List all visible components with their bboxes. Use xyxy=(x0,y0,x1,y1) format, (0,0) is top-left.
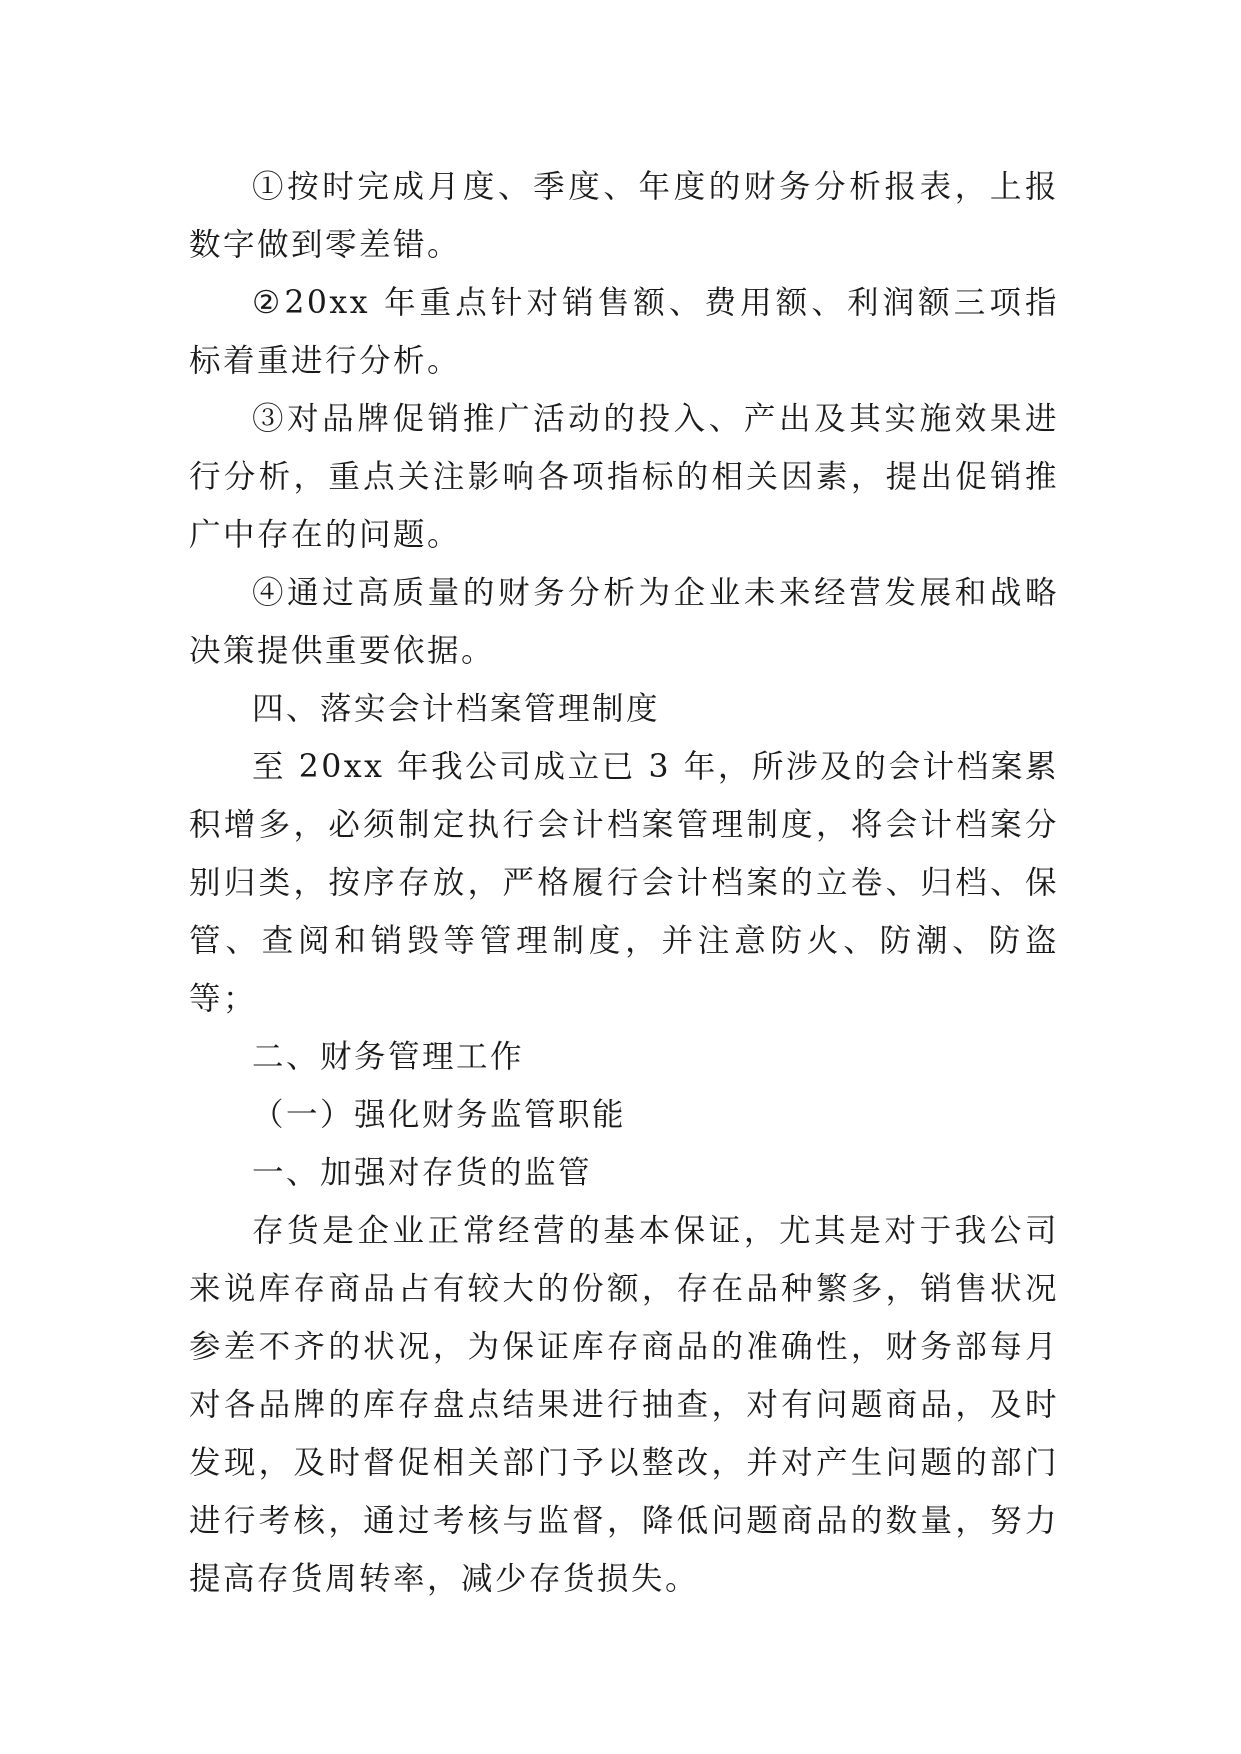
document-body xyxy=(189,158,1059,1608)
list-item-2: ②20xx 年重点针对销售额、费用额、利润额三项指标着重进行分析。 xyxy=(189,285,1059,379)
body-paragraph-archives: 至 20xx 年我公司成立已 3 年，所涉及的会计档案累积增多，必须制定执行会计档案管理制度，将会计档案分别归类，按序存放，严格履行会计档案的立卷、归档、保管、查阅和销毁等管理制度，并注意防火、防潮、防盗等； xyxy=(189,749,1059,1017)
section-heading-archives: 四、落实会计档案管理制度 xyxy=(252,691,661,727)
section-heading-financial-management: 二、财务管理工作 xyxy=(252,1039,525,1075)
list-item-3: ③对品牌促销推广活动的投入、产出及其实施效果进行分析，重点关注影响各项指标的相关因素，提出促销推广中存在的问题。 xyxy=(189,401,1059,553)
body-paragraph-inventory: 存货是企业正常经营的基本保证，尤其是对于我公司来说库存商品占有较大的份额，存在品种繁多，销售状况参差不齐的状况，为保证库存商品的准确性，财务部每月对各品牌的库存盘点结果进行抽查，对有问题商品，及时发现，及时督促相关部门予以整改，并对产生问题的部门进行考核，通过考核与监督，降低问题商品的数量，努力提高存货周转率，减少存货损失。 xyxy=(189,1213,1059,1597)
subsection-heading-inventory: 一、加强对存货的监管 xyxy=(252,1155,593,1191)
list-item-4: ④通过高质量的财务分析为企业未来经营发展和战略决策提供重要依据。 xyxy=(189,575,1059,669)
subsection-heading-supervision: （一）强化财务监管职能 xyxy=(252,1097,627,1133)
list-item-1: ①按时完成月度、季度、年度的财务分析报表，上报数字做到零差错。 xyxy=(189,169,1059,263)
